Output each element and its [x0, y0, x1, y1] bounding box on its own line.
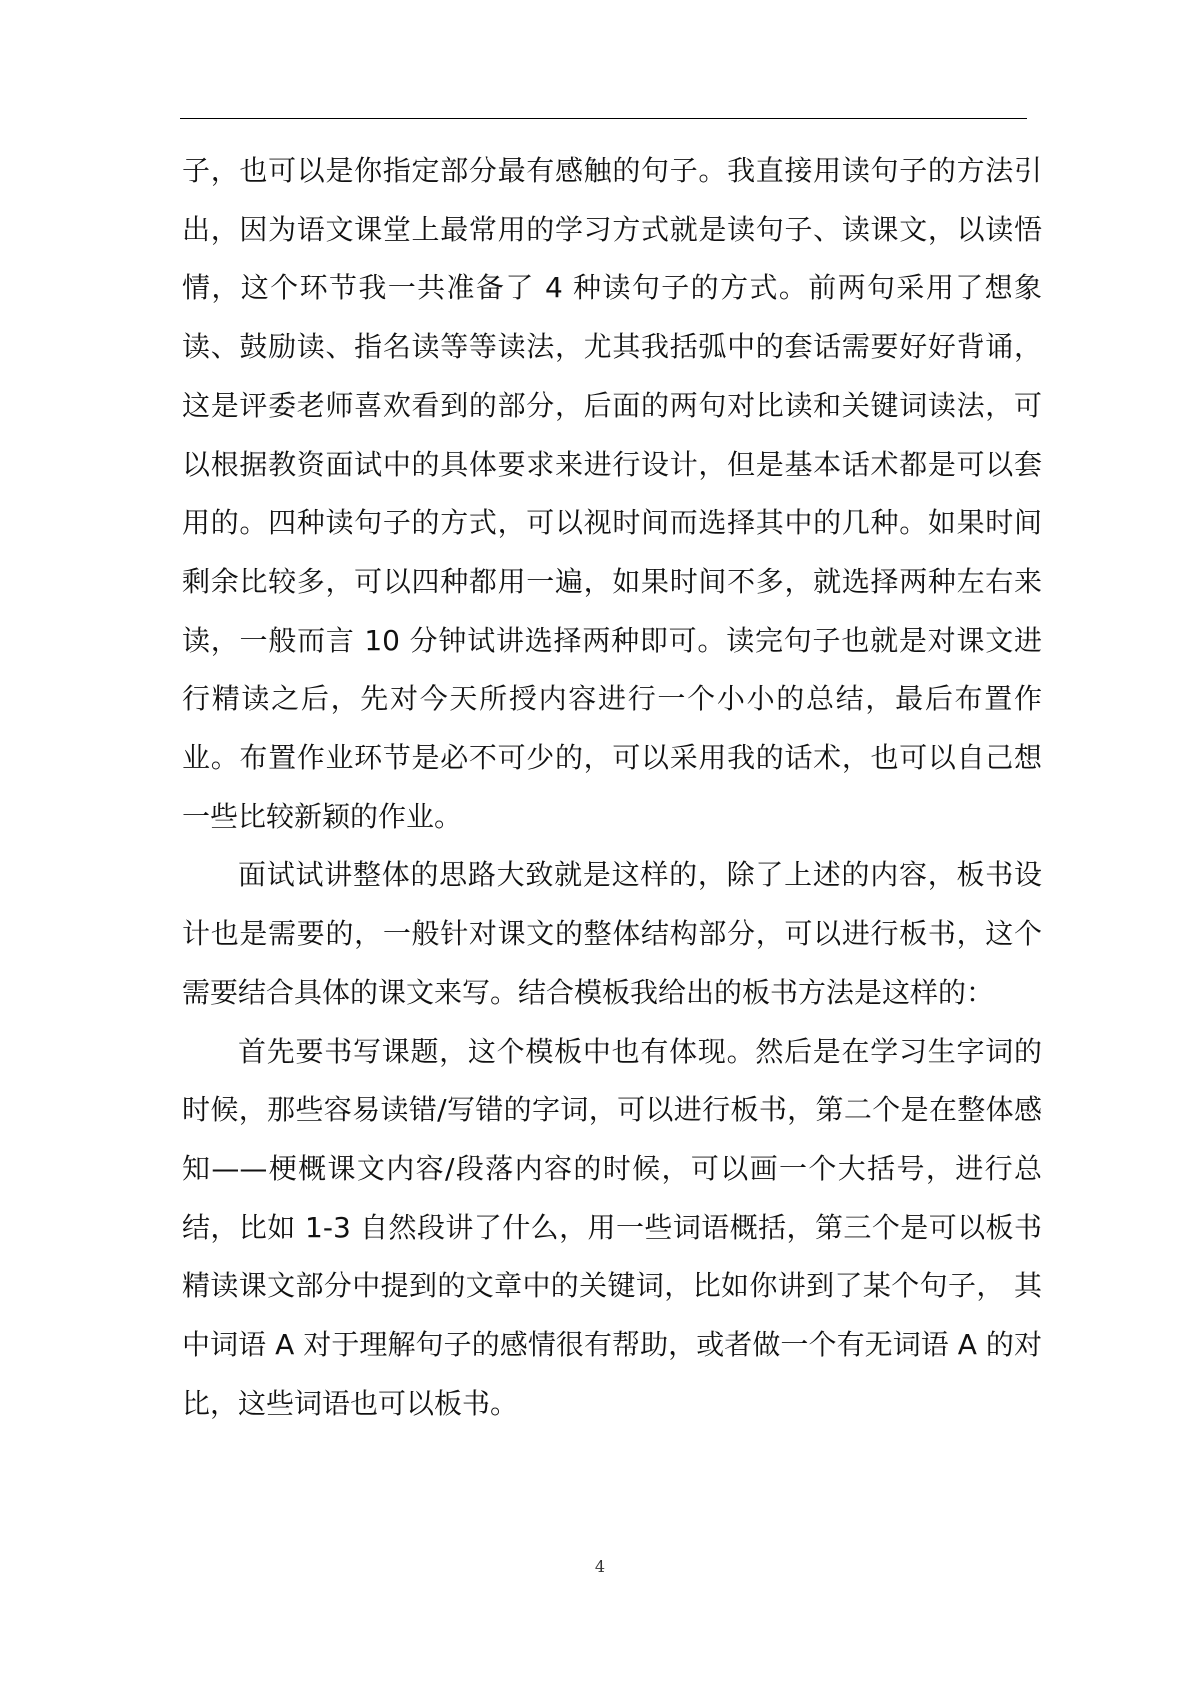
body-text — [182, 142, 1042, 1433]
header-rule — [180, 118, 1027, 119]
paragraph-overall-approach: 面试试讲整体的思路大致就是这样的，除了上述的内容，板书设计也是需要的，一般针对课文的整体结构部分，可以进行板书，这个需要结合具体的课文来写。结合模板我给出的板书方法是这样的： — [182, 858, 1042, 1009]
paragraph-continued: 子，也可以是你指定部分最有感触的句子。我直接用读句子的方法引出，因为语文课堂上最常用的学习方式就是读句子、读课文，以读悟情，这个环节我一共准备了 4 种读句子的方式。前两句采用了想象读、鼓励读、指名读等等读法，尤其我括弧中的套话需要好好背诵，这是评委老师喜欢看到的部分，后面的两句对比读和关键词读法，可以根据教资面试中的具体要求来进行设计，但是基本话术都是可以套用的。四种读句子的方式，可以视时间而选择其中的几种。如果时间剩余比较多，可以四种都用一遍，如果时间不多，就选择两种左右来读，一般而言 10 分钟试讲选择两种即可。读完句子也就是对课文进行精读之后，先对今天所授内容进行一个小小的总结，最后布置作业。布置作业环节是必不可少的，可以采用我的话术，也可以自己想一些比较新颖的作业。 — [182, 154, 1042, 833]
page-number: 4 — [594, 1557, 606, 1576]
paragraph-board-writing: 首先要书写课题，这个模板中也有体现。然后是在学习生字词的时候，那些容易读错/写错的字词，可以进行板书，第二个是在整体感知——梗概课文内容/段落内容的时候，可以画一个大括号，进行总结，比如 1-3 自然段讲了什么，用一些词语概括，第三个是可以板书精读课文部分中提到的文章中的关键词，比如你讲到了某个句子， 其中词语 A 对于理解句子的感情很有帮助，或者做一个有无词语 A 的对比，这些词语也可以板书。 — [182, 1034, 1042, 1420]
